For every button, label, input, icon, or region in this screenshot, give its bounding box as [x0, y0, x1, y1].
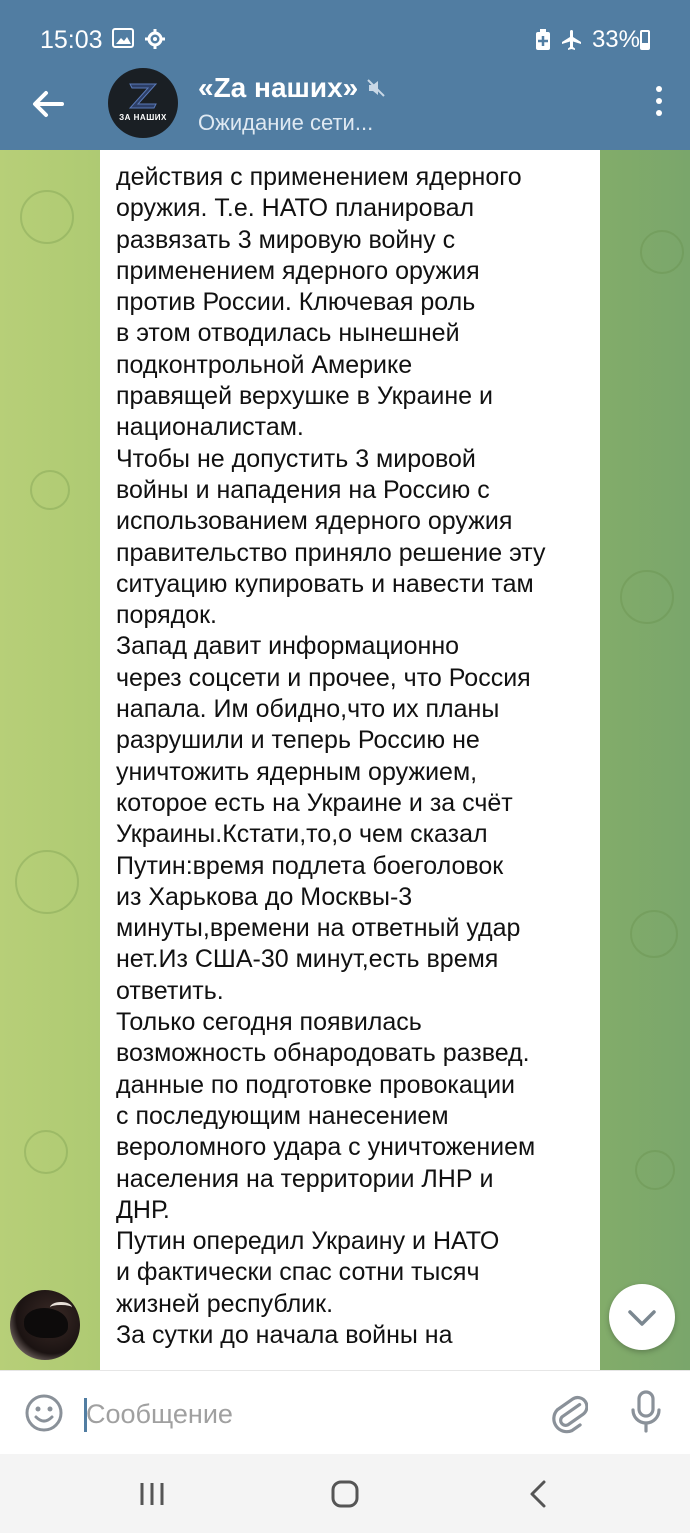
battery-icon [640, 30, 650, 50]
muted-icon [366, 78, 386, 98]
avatar-caption: ЗА НАШИХ [119, 113, 167, 122]
battery-percent: 33% [591, 26, 640, 53]
home-icon[interactable] [330, 1479, 360, 1509]
bg-doodle [30, 470, 70, 510]
settings-icon [144, 28, 166, 50]
message-text: действия с применением ядерного оружия. Т.е. НАТО планировал развязать 3 мировую войну с применением ядерного оружия против России. Ключевая роль в этом отводилась нынешней подконтрольной Америке правящей верхушке в Украине и националистам. Чтобы не допустить 3 мировой войны и нападения на Россию с использованием ядерного оружия правительство приняло решение эту ситуацию купировать и навести там порядок. Запад давит информационно через соцсети и прочее, что Россия напала. Им обидно,что их планы разрушили и теперь Россию не уничтожить ядерным оружием, которое есть на Украине и за счёт Украины.Кстати,то,о чем сказал Путин:время подлета боеголовок из Харькова до Москвы-3 минуты,времени на ответный удар нет.Из США-30 минут,есть время ответить. Только сегодня появилась возможность обнародовать развед. данные по подготовке провокации с последующим нанесением вероломного удара с уничтожением населения на территории ЛНР и ДНР. Путин опередил Украину и НАТО и фактически спас сотни тысяч жизней республик. За сутки до начала войны на [116, 163, 546, 1349]
message-input-bar [0, 1370, 690, 1455]
more-vert-icon[interactable] [654, 86, 664, 122]
battery-saver-icon [534, 29, 552, 51]
nav-back-icon[interactable] [526, 1479, 550, 1509]
message-input[interactable] [86, 1393, 526, 1435]
z-logo-icon [128, 82, 158, 110]
horn-image [50, 1302, 72, 1313]
sender-avatar[interactable] [10, 1290, 80, 1360]
bg-doodle [24, 1130, 68, 1174]
bg-doodle [620, 570, 674, 624]
bg-doodle [630, 910, 678, 958]
image-icon [112, 28, 134, 48]
status-right [534, 26, 640, 54]
attach-icon[interactable] [552, 1391, 588, 1435]
chevron-down-icon [609, 1284, 675, 1350]
chat-title-text: «Zа наших» [198, 72, 359, 103]
bg-doodle [640, 230, 684, 274]
airplane-icon [560, 28, 584, 52]
chat-title[interactable] [198, 72, 386, 104]
back-arrow-icon[interactable] [28, 84, 68, 124]
recent-apps-icon[interactable] [138, 1481, 166, 1507]
bg-doodle [635, 1150, 675, 1190]
chat-header [0, 58, 690, 150]
scroll-down-button[interactable] [609, 1284, 675, 1350]
system-nav-bar [0, 1454, 690, 1533]
message-bubble[interactable] [100, 150, 600, 1370]
bg-doodle [15, 850, 79, 914]
emoji-icon[interactable] [24, 1393, 64, 1433]
mic-icon[interactable] [628, 1389, 664, 1435]
bg-doodle [20, 190, 74, 244]
status-time: 15:03 [40, 26, 103, 54]
chat-subtitle: Ожидание сети... [198, 110, 374, 135]
channel-avatar[interactable] [108, 68, 178, 138]
status-left-icons [112, 28, 166, 50]
status-bar [0, 0, 690, 58]
